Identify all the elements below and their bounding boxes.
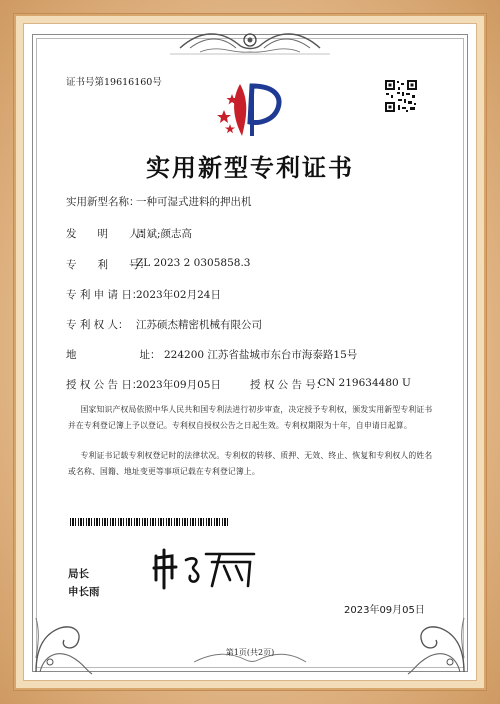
grant-date-label: 授 权 公 告 日： [66, 379, 143, 391]
patentee-label: 专 利 权 人： [66, 319, 129, 331]
grant-statement-paragraph: 国家知识产权局依照中华人民共和国专利法进行初步审查，决定授予专利权，颁发实用新型专利证书并在专利登记簿上予以登记。专利权自授权公告之日起生效。专利权期限为十年，自申请日起算。 [68, 405, 433, 430]
patentee-value: 江苏硕杰精密机械有限公司 [136, 319, 262, 331]
application-date-label: 专 利 申 请 日： [66, 289, 143, 301]
issue-date: 2023年09月05日 [344, 605, 425, 616]
director-name: 申长雨 [68, 586, 100, 598]
utility-model-name-value: 一种可湿式进料的押出机 [136, 196, 252, 208]
cnipa-logo-icon [212, 80, 288, 140]
patent-number-label: 专 利 号： [66, 259, 150, 271]
inventor-label: 发 明 人： [66, 228, 150, 240]
director-title: 局长 [68, 568, 89, 580]
application-date-value: 2023年02月24日 [136, 289, 221, 301]
grant-date-value: 2023年09月05日 [136, 379, 221, 391]
certificate-number: 证书号第19616160号 [66, 77, 162, 88]
barcode-icon [70, 518, 230, 526]
grant-number-value: CN 219634480 U [318, 377, 411, 389]
page-number: 第1页(共2页) [225, 648, 275, 657]
qr-code-icon [384, 79, 418, 113]
address-value: 224200 江苏省盐城市东台市海泰路15号 [164, 349, 358, 361]
certificate-title: 实用新型专利证书 [146, 154, 354, 182]
legal-status-paragraph: 专利证书记载专利权登记时的法律状况。专利权的转移、质押、无效、终止、恢复和专利权人的姓名或名称、国籍、地址变更等事项记载在专利登记簿上。 [68, 451, 433, 476]
utility-model-name-label: 实用新型名称： [66, 196, 140, 208]
ornament-top-icon [170, 24, 330, 58]
grant-number-label: 授 权 公 告 号： [250, 379, 327, 391]
patent-number-value: ZL 2023 2 0305858.3 [136, 257, 251, 269]
inventor-value: 周斌;颜志高 [136, 228, 193, 240]
ornament-corner-left-icon [30, 598, 96, 678]
address-label: 地 址： [66, 349, 161, 361]
signature-icon [150, 546, 260, 590]
